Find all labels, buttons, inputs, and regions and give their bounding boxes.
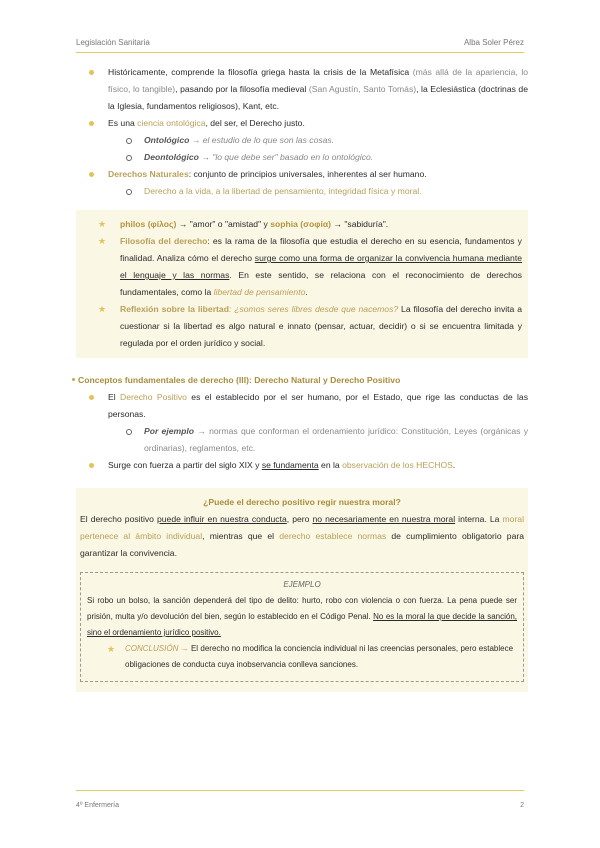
star-icon: ★ xyxy=(98,236,107,246)
sub-list-item: Derecho a la vida, a la libertad de pensamiento, integridad física y moral. xyxy=(76,183,528,200)
bullet-icon xyxy=(89,121,94,126)
circle-bullet-icon xyxy=(126,429,132,435)
circle-bullet-icon xyxy=(126,189,132,195)
box-paragraph: El derecho positivo puede influir en nuestra conducta, pero no necesariamente en nuestra moral interna. La moral pertenece al ámbito individual, mientras que el derecho establece normas de cumplimiento obligatorio para garantizar la convivencia. xyxy=(80,514,524,558)
section-heading: Conceptos fundamentales de derecho (III): Derecho Natural y Derecho Positivo xyxy=(76,372,528,389)
circle-bullet-icon xyxy=(126,155,132,161)
conclusion-item: ★ CONCLUSIÓN → El derecho no modifica la conciencia individual ni las creencias personales, pero establece obligaciones de conducta cuya inobservancia conlleva sanciones. xyxy=(87,641,517,673)
header-rule xyxy=(76,52,524,53)
example-box xyxy=(80,572,524,682)
header-author: Alba Soler Pérez xyxy=(463,38,524,47)
star-icon: ★ xyxy=(107,644,116,654)
list-item: Históricamente, comprende la filosofía griega hasta la crisis de la Metafísica (más allá de la apariencia, lo físico, lo tangible), pasando por la filosofía medieval (San Agustín, Santo Tomás), la Eclesiástica (doctrinas de la Iglesia, fundamentos religiosos), Kant, etc. xyxy=(76,64,528,115)
footer-course: 4º Enfermería xyxy=(76,802,120,809)
page-footer xyxy=(76,802,524,809)
question-box xyxy=(76,488,528,692)
star-item: ★ philos (φίλος) → "amor" o "amistad" y sophia (σοφία) → "sabiduría". xyxy=(76,216,528,233)
header-subject: Legislación Sanitaria xyxy=(76,38,150,47)
bullet-icon xyxy=(72,378,75,381)
list-item: Es una ciencia ontológica, del ser, el Derecho justo. xyxy=(76,115,528,132)
page-number: 2 xyxy=(520,802,524,809)
example-text: Si robo un bolso, la sanción dependerá del tipo de delito: hurto, robo con violencia o con fuerza. La pena puede ser prisión, multa y/o devolución del bien, según lo establecido en el Código Penal. No es la moral la que decide la sanción, sino el ordenamiento jurídico positivo. xyxy=(87,596,517,637)
list-item: Derechos Naturales: conjunto de principios universales, inherentes al ser humano. xyxy=(76,166,528,183)
list-item: Surge con fuerza a partir del siglo XIX y se fundamenta en la observación de los HECHOS. xyxy=(76,457,528,474)
footer-rule xyxy=(76,790,524,791)
star-icon: ★ xyxy=(98,304,107,314)
box-question: ¿Puede el derecho positivo regir nuestra moral? xyxy=(203,497,401,507)
example-title: EJEMPLO xyxy=(283,580,321,589)
sub-list-item: Por ejemplo → normas que conforman el ordenamiento jurídico: Constitución, Leyes (orgánicas y ordinarias), reglamentos, etc. xyxy=(76,423,528,457)
page-header xyxy=(76,38,524,47)
sub-list-item: Ontológico → el estudio de lo que son las cosas. xyxy=(76,132,528,149)
bullet-icon xyxy=(89,70,94,75)
list-item: El Derecho Positivo es el establecido por el ser humano, por el Estado, que rige las conductas de las personas. xyxy=(76,389,528,423)
sub-list-item: Deontológico → "lo que debe ser" basado en lo ontológico. xyxy=(76,149,528,166)
bullet-icon xyxy=(89,395,94,400)
star-icon: ★ xyxy=(98,219,107,229)
page-content xyxy=(76,64,528,692)
bullet-icon xyxy=(89,172,94,177)
star-item: ★ Reflexión sobre la libertad: ¿somos seres libres desde que nacemos? La filosofía del derecho invita a cuestionar si la libertad es algo natural e innato (pensar, actuar, decidir) o si se encuentra limitada y regulada por el orden jurídico y social. xyxy=(76,301,528,352)
bullet-icon xyxy=(89,463,94,468)
circle-bullet-icon xyxy=(126,138,132,144)
star-item: ★ Filosofía del derecho: es la rama de la filosofía que estudia el derecho en su esencia, fundamentos y finalidad. Analiza cómo el derecho surge como una forma de organizar la convivencia humana mediante el lenguaje y las normas. En este sentido, se relaciona con el reconocimiento de derechos fundamentales, como la libertad de pensamiento. xyxy=(76,233,528,301)
highlight-box xyxy=(76,210,528,358)
